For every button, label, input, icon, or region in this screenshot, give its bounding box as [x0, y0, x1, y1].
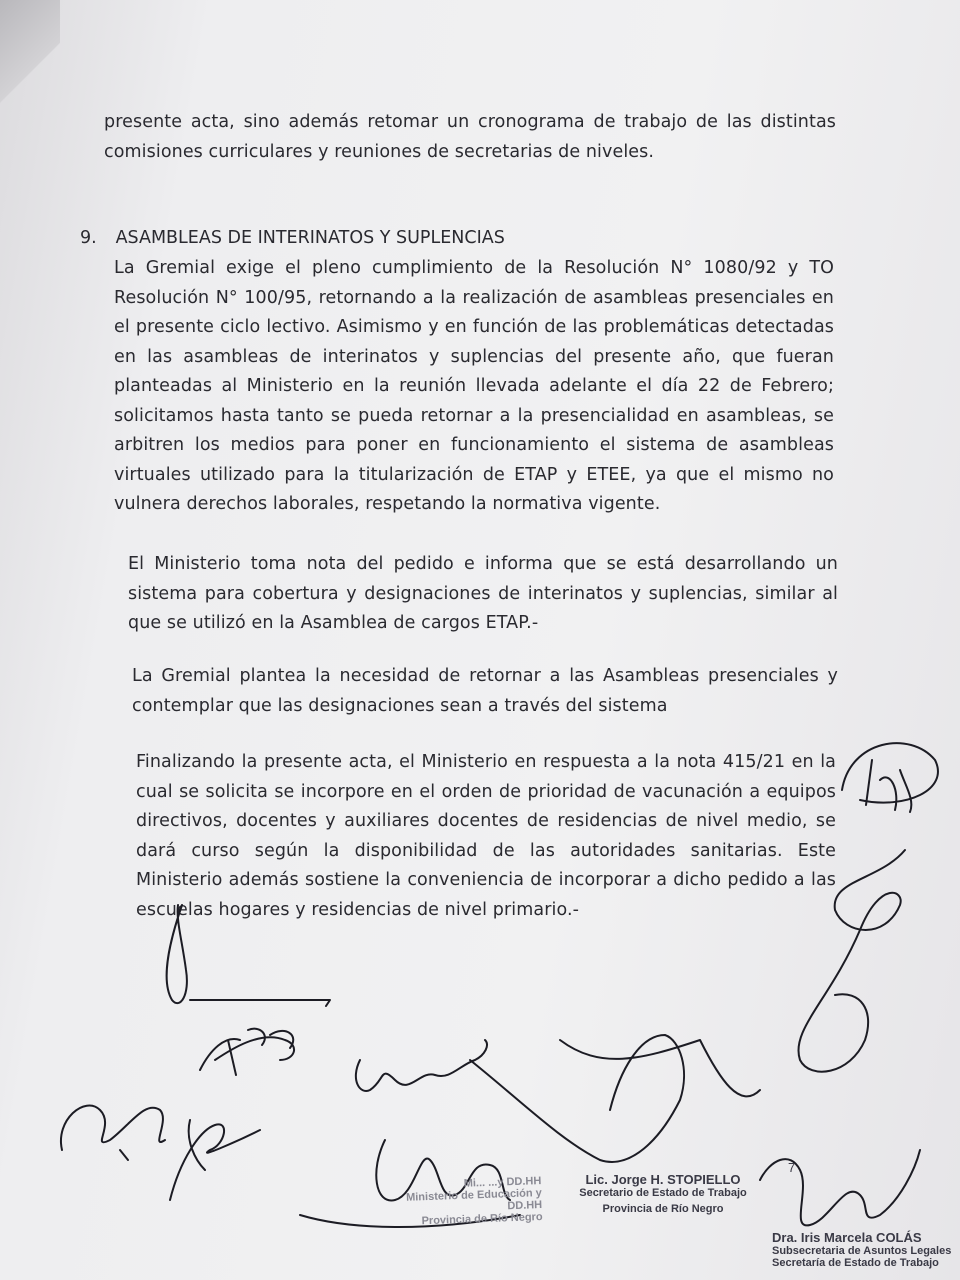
- signature-left-tall: [200, 1029, 294, 1075]
- signature-middle: [356, 1040, 487, 1091]
- closing-paragraph: Finalizando la presente acta, el Ministerio en respuesta a la nota 415/21 en la cual se solicita se incorpore en el orden de prioridad de vacunación a equipos directivos, docentes y auxiliares docentes de residencias de nivel medio, se dará curso según la disponibilidad de las autoridades sanitarias. Este Ministerio además sostiene la conveniencia de incorporar a dicho pedido a las escuelas hogares y residencias de nivel primario.-: [136, 752, 836, 920]
- section-number: 9.: [80, 228, 97, 248]
- section-paragraph: La Gremial exige el pleno cumplimiento de la Resolución N° 1080/92 y TO Resolución N° 100/95, retornando a la realización de asambleas presenciales en el presente ciclo lectivo. Asimismo y en función de las problemáticas detectadas en las asambleas de interinatos y suplencias del presente año, que fueran planteadas al Ministerio en la reunión llevada adelante el día 22 de Febrero; solicitamos hasta tanto se pueda retornar a la presencialidad en asambleas, se arbitren los medios para poner en funcionamiento el sistema de asambleas virtuales utilizado para la titularización de ETAP y ETEE, ya que el mismo no vulnera derechos laborales, respetando la normativa vigente.: [114, 258, 834, 514]
- legal-undersecretary-stamp: [772, 1230, 952, 1269]
- gremial-request-paragraph: La Gremial plantea la necesidad de retornar a las Asambleas presenciales y contemplar que las designaciones sean a través del sistema: [132, 666, 838, 716]
- ministry-stamp-line1: Mi... ...y DD.HH: [463, 1175, 542, 1190]
- signature-center-long: [470, 1035, 760, 1162]
- legal-undersecretary-office: Secretaría de Estado de Trabajo: [772, 1257, 939, 1269]
- legal-undersecretary-name: Dra. Iris Marcela COLÁS: [772, 1230, 922, 1245]
- ministry-stamp-line2: Ministerio de Educación y DD.HH: [405, 1187, 543, 1213]
- ministry-stamp: [371, 1175, 543, 1229]
- labor-secretary-name: Lic. Jorge H. STOPIELLO: [585, 1172, 741, 1187]
- signature-bottom-right: [760, 1150, 920, 1225]
- ministry-response-paragraph: El Ministerio toma nota del pedido e informa que se está desarrollando un sistema para cobertura y designaciones de interinatos y suplencias, similar al que se utilizó en la Asamblea de cargos ETAP.-: [128, 554, 838, 633]
- labor-secretary-title: Secretario de Estado de Trabajo: [579, 1187, 747, 1199]
- labor-secretary-province: Provincia de Río Negro: [602, 1203, 724, 1215]
- labor-secretary-stamp: [578, 1172, 748, 1215]
- ministry-stamp-line3: Provincia de Río Negro: [421, 1211, 543, 1228]
- intro-paragraph: presente acta, sino además retomar un cronograma de trabajo de las distintas comisiones curriculares y reuniones de secretarias de niveles.: [104, 112, 836, 162]
- legal-undersecretary-title: Subsecretaria de Asuntos Legales: [772, 1245, 952, 1257]
- page-corner-fold: [0, 0, 60, 110]
- section-title: ASAMBLEAS DE INTERINATOS Y SUPLENCIAS: [115, 228, 505, 248]
- signature-top-right: [842, 743, 938, 812]
- section-heading: [80, 224, 780, 253]
- signature-left-lower: [170, 1120, 260, 1200]
- page-number: 7: [788, 1160, 796, 1175]
- signature-left-cluster: [61, 1106, 165, 1160]
